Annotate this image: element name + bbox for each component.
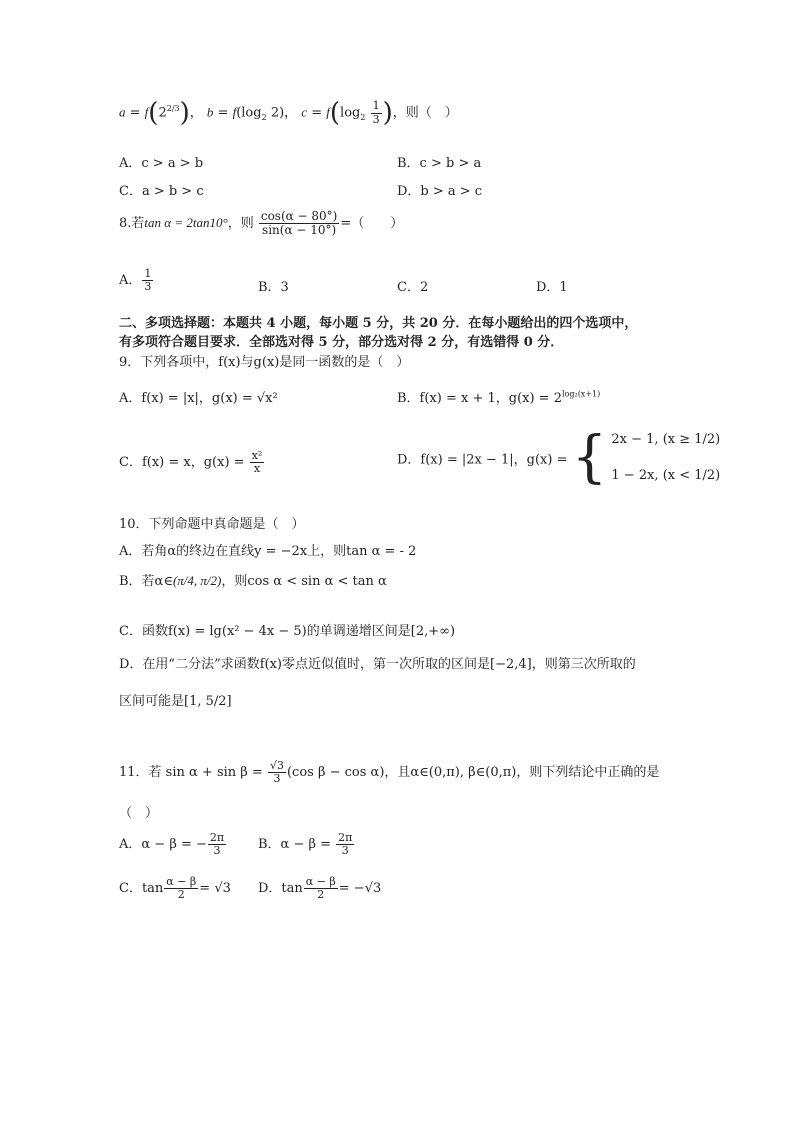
q7-option-d: D．b > a > c xyxy=(397,184,483,199)
q10-option-a: A．若角α的终边在直线y = −2x上，则tan α = - 2 xyxy=(119,544,417,559)
q8-fraction: $\frac{\cos(\alpha - 80^\circ)}{\sin(\alpha - 10^\circ)}$ xyxy=(260,209,338,238)
q7-stem: $a = f(2^{2/3})$， $b = f(\log_2$ 2)， $c = f(\log_2$ $\frac{1}{3}$ )，则（ ） xyxy=(119,98,458,128)
section2-line1: 二、多项选择题：本题共 4 小题，每小题 5 分，共 20 分．在每小题给出的四个选项中， xyxy=(119,316,638,331)
q11-option-c: C．tan $\frac{\alpha - \beta}{2}$ = √3 xyxy=(119,875,231,902)
q8-option-a: A． $\frac{1}{3}$ xyxy=(119,267,152,294)
q10-option-b: B．若α∈(π/4, π/2)，则cos α < sin α < tan α xyxy=(119,573,387,589)
q11-stem-line2: （ ） xyxy=(119,806,159,821)
q10-stem: 10．下列命题中真命题是（ ） xyxy=(119,517,305,532)
q9-stem: 9．下列各项中，f(x)与g(x)是同一函数的是（ ） xyxy=(119,355,410,370)
q9-option-b: B．f(x) = x + 1，$g(x) = 2^{log_2(x+1)}$ xyxy=(397,389,601,406)
q11-option-a: A．α − β = − $\frac{2\pi}{3}$ xyxy=(119,831,225,858)
q9-option-d: D．f(x) = |2x − 1|，g(x) = { 2x − 1, (x ≥ 1/2) 1 − 2x, (x < 1/2) xyxy=(397,425,721,490)
q10-option-d-line2: 区间可能是[1, 5/2] xyxy=(119,694,232,709)
q10-option-c: C．函数f(x) = lg(x² − 4x − 5)的单调递增区间是[2,+∞) xyxy=(119,624,456,639)
q11-option-d: D．tan $\frac{\alpha - \beta}{2}$ = −√3 xyxy=(258,875,382,902)
q9-option-c: C．f(x) = x，g(x) = $\frac{\text{x²}}{x}$ xyxy=(119,449,263,476)
q11-stem: 11．若 sin α + sin β = $\frac{√3}{3}$ (cos β − cos α)，且α∈(0,π), β∈(0,π)，则下列结论中正确的是 xyxy=(119,759,660,786)
q7-option-a: A．c > a > b xyxy=(119,156,204,171)
q10-option-d-line1: D．在用“二分法”求函数f(x)零点近似值时，第一次所取的区间是[−2,4]，则第三次所取的 xyxy=(119,657,636,672)
q7-option-c: C．a > b > c xyxy=(119,184,204,199)
q8-option-d: D．1 xyxy=(536,280,568,295)
section2-line2: 有多项符合题目要求．全部选对得 5 分，部分选对得 2 分，有选错得 0 分． xyxy=(119,335,564,350)
q11-option-b: B．α − β = $\frac{2\pi}{3}$ xyxy=(258,831,353,858)
q7-option-b: B．c > b > a xyxy=(397,156,482,171)
q8-option-c: C．2 xyxy=(397,280,429,295)
q8-stem: 8.若tan α = 2tan10°，则 $\frac{\cos(\alpha - 80^\circ)}{\sin(\alpha - 10^\circ)}$ =（ ） xyxy=(119,209,404,238)
q9-option-a: A．f(x) = |x|，g(x) = √x² xyxy=(119,391,278,406)
q8-option-b: B．3 xyxy=(258,280,289,295)
